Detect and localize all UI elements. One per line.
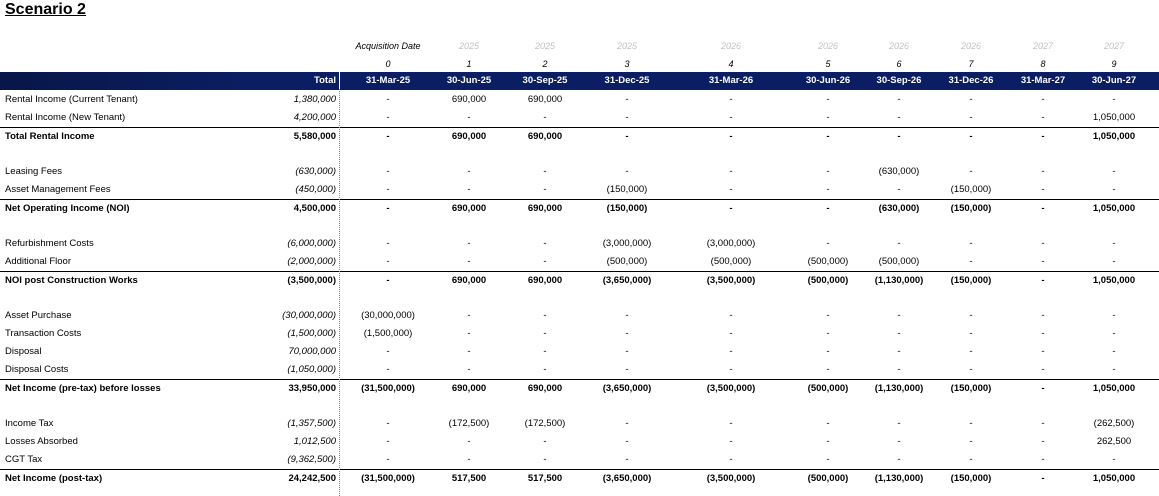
period-value: -: [969, 436, 973, 447]
period-value: -: [467, 436, 471, 447]
period-value: -: [969, 131, 973, 142]
period-value: -: [1112, 94, 1116, 105]
period-value: -: [826, 328, 830, 339]
row-total: 24,242,500: [288, 473, 336, 484]
period-value: -: [1041, 346, 1045, 357]
period-value: -: [969, 364, 973, 375]
period-value: -: [625, 94, 629, 105]
table-row: [0, 91, 1159, 109]
row-total: (3,500,000): [287, 275, 336, 286]
period-value: (150,000): [606, 203, 648, 214]
period-value: (630,000): [878, 166, 920, 177]
period-value: -: [386, 94, 390, 105]
period-value: -: [826, 238, 830, 249]
period-value: -: [386, 131, 390, 142]
table-row: [0, 451, 1159, 469]
period-value: (1,130,000): [874, 275, 924, 286]
period-value: -: [1041, 184, 1045, 195]
period-value: (3,650,000): [602, 473, 652, 484]
period-value: (3,500,000): [706, 275, 756, 286]
period-value: -: [1112, 256, 1116, 267]
period-value: (500,000): [606, 256, 648, 267]
period-value: 690,000: [527, 131, 563, 142]
period-value: 690,000: [451, 131, 487, 142]
table-row: [0, 199, 1159, 218]
period-number: 2: [542, 59, 548, 69]
period-value: (150,000): [950, 203, 992, 214]
period-value: -: [625, 364, 629, 375]
period-value: -: [1112, 364, 1116, 375]
period-value: -: [729, 94, 733, 105]
period-value: (150,000): [950, 184, 992, 195]
period-value: -: [826, 166, 830, 177]
period-value: (500,000): [807, 256, 849, 267]
period-value: -: [969, 238, 973, 249]
period-value: -: [467, 346, 471, 357]
row-total: (630,000): [295, 166, 336, 177]
acquisition-date-label: Acquisition Date: [355, 41, 421, 51]
period-value: -: [826, 346, 830, 357]
period-value: -: [543, 364, 547, 375]
row-total: 1,012,500: [293, 436, 336, 447]
table-row: [0, 433, 1159, 451]
period-value: -: [969, 310, 973, 321]
period-value: -: [386, 238, 390, 249]
period-number: 3: [624, 59, 630, 69]
table-row: [0, 235, 1159, 253]
period-value: -: [1041, 238, 1045, 249]
period-value: (630,000): [878, 203, 920, 214]
period-value: 1,050,000: [1092, 275, 1136, 286]
table-row: [0, 361, 1159, 379]
table-row: [0, 343, 1159, 361]
period-value: -: [969, 94, 973, 105]
period-value: -: [729, 184, 733, 195]
period-value: -: [1041, 454, 1045, 465]
row-label: NOI post Construction Works: [5, 275, 138, 286]
period-value: (3,000,000): [706, 238, 756, 249]
row-label: Transaction Costs: [5, 328, 82, 339]
period-value: -: [467, 112, 471, 123]
date-header: 31-Dec-25: [604, 75, 650, 86]
row-label: Rental Income (Current Tenant): [5, 94, 138, 105]
period-value: -: [386, 346, 390, 357]
period-number: 1: [466, 59, 472, 69]
period-value: -: [969, 454, 973, 465]
period-value: -: [1041, 131, 1045, 142]
date-header-bar: [0, 72, 1159, 90]
period-value: -: [826, 184, 830, 195]
period-row: [0, 55, 1159, 73]
period-value: -: [543, 454, 547, 465]
period-number: 6: [896, 59, 902, 69]
year-label: 2025: [616, 41, 638, 51]
period-value: -: [467, 256, 471, 267]
period-value: (31,500,000): [361, 473, 415, 484]
period-value: 690,000: [527, 275, 563, 286]
year-label: 2026: [817, 41, 839, 51]
period-value: -: [969, 418, 973, 429]
year-label: 2025: [534, 41, 556, 51]
period-value: -: [625, 131, 629, 142]
period-value: 517,500: [451, 473, 487, 484]
period-value: -: [543, 184, 547, 195]
period-value: -: [729, 454, 733, 465]
period-value: (1,500,000): [363, 328, 413, 339]
period-value: -: [1041, 275, 1045, 286]
table-row: [0, 415, 1159, 433]
period-value: -: [897, 238, 901, 249]
period-value: (150,000): [950, 275, 992, 286]
period-value: -: [625, 454, 629, 465]
period-value: (500,000): [807, 473, 849, 484]
period-value: 690,000: [527, 383, 563, 394]
table-row: [0, 181, 1159, 199]
year-label: 2026: [960, 41, 982, 51]
period-value: -: [969, 112, 973, 123]
period-value: -: [1041, 256, 1045, 267]
period-value: -: [625, 346, 629, 357]
date-header: 31-Dec-26: [948, 75, 994, 86]
period-value: -: [1112, 184, 1116, 195]
year-row: [0, 37, 1159, 55]
period-value: -: [1112, 166, 1116, 177]
period-value: -: [543, 346, 547, 357]
period-value: 690,000: [451, 94, 487, 105]
period-value: -: [826, 203, 830, 214]
period-value: (500,000): [807, 383, 849, 394]
table-row: [0, 253, 1159, 271]
row-label: Disposal: [5, 346, 42, 357]
row-label: Leasing Fees: [5, 166, 63, 177]
period-number: 5: [825, 59, 831, 69]
period-value: -: [467, 184, 471, 195]
row-label: Asset Purchase: [5, 310, 72, 321]
period-value: -: [386, 275, 390, 286]
period-value: -: [467, 166, 471, 177]
date-header: 30-Jun-26: [805, 75, 851, 86]
period-value: (262,500): [1093, 418, 1135, 429]
period-value: -: [729, 346, 733, 357]
period-value: (150,000): [950, 473, 992, 484]
period-value: -: [625, 166, 629, 177]
period-value: -: [826, 94, 830, 105]
period-value: -: [1041, 94, 1045, 105]
period-value: -: [897, 131, 901, 142]
row-label: Income Tax: [5, 418, 54, 429]
period-value: -: [543, 328, 547, 339]
period-value: -: [386, 256, 390, 267]
period-value: -: [1041, 473, 1045, 484]
period-value: -: [826, 454, 830, 465]
period-value: 690,000: [451, 275, 487, 286]
period-value: -: [1041, 328, 1045, 339]
table-row: [0, 163, 1159, 181]
period-value: -: [897, 454, 901, 465]
period-value: -: [625, 418, 629, 429]
period-value: 1,050,000: [1092, 203, 1136, 214]
period-value: -: [1041, 203, 1045, 214]
row-total: (450,000): [295, 184, 336, 195]
period-value: -: [543, 256, 547, 267]
period-value: -: [467, 238, 471, 249]
period-value: 262,500: [1096, 436, 1132, 447]
period-value: 1,050,000: [1092, 112, 1136, 123]
row-total: (2,000,000): [287, 256, 336, 267]
period-value: -: [897, 184, 901, 195]
period-value: -: [1112, 238, 1116, 249]
row-label: Asset Management Fees: [5, 184, 111, 195]
row-label: Net Income (pre-tax) before losses: [5, 383, 161, 394]
row-total: (1,500,000): [287, 328, 336, 339]
row-total: (1,050,000): [287, 364, 336, 375]
period-value: -: [386, 364, 390, 375]
period-value: -: [543, 310, 547, 321]
period-number: 0: [385, 59, 391, 69]
period-value: -: [1041, 310, 1045, 321]
period-value: -: [969, 256, 973, 267]
period-value: 1,050,000: [1092, 473, 1136, 484]
period-value: -: [386, 112, 390, 123]
table-row: [0, 307, 1159, 325]
table-row: [0, 127, 1159, 146]
period-value: -: [897, 310, 901, 321]
period-value: (31,500,000): [361, 383, 415, 394]
row-label: Disposal Costs: [5, 364, 69, 375]
period-value: 1,050,000: [1092, 131, 1136, 142]
date-header: 31-Mar-25: [365, 75, 411, 86]
period-value: -: [969, 346, 973, 357]
period-value: -: [1041, 436, 1045, 447]
period-value: -: [1041, 418, 1045, 429]
period-value: -: [897, 328, 901, 339]
period-value: (150,000): [606, 184, 648, 195]
period-number: 4: [728, 59, 734, 69]
date-header: 30-Sep-26: [876, 75, 922, 86]
row-label: Rental Income (New Tenant): [5, 112, 126, 123]
period-value: 690,000: [527, 94, 563, 105]
row-label: Refurbishment Costs: [5, 238, 94, 249]
row-total: 70,000,000: [288, 346, 336, 357]
year-label: 2025: [458, 41, 480, 51]
period-value: -: [625, 112, 629, 123]
row-label: Net Operating Income (NOI): [5, 203, 130, 214]
period-value: -: [386, 166, 390, 177]
table-row: [0, 109, 1159, 127]
row-total: (9,362,500): [287, 454, 336, 465]
period-value: -: [1041, 112, 1045, 123]
row-label: Net Income (post-tax): [5, 473, 103, 484]
period-value: 1,050,000: [1092, 383, 1136, 394]
period-value: -: [729, 131, 733, 142]
date-header: 30-Jun-27: [1091, 75, 1137, 86]
period-value: (1,130,000): [874, 473, 924, 484]
row-total: (6,000,000): [287, 238, 336, 249]
period-number: 7: [968, 59, 974, 69]
period-value: (3,650,000): [602, 275, 652, 286]
year-label: 2027: [1032, 41, 1054, 51]
table-row: [0, 271, 1159, 290]
period-value: 517,500: [527, 473, 563, 484]
period-value: -: [729, 112, 733, 123]
period-value: 690,000: [451, 203, 487, 214]
period-value: (3,500,000): [706, 473, 756, 484]
period-value: -: [969, 328, 973, 339]
table-row: [0, 325, 1159, 343]
year-label: 2027: [1103, 41, 1125, 51]
period-value: -: [729, 436, 733, 447]
period-value: -: [729, 203, 733, 214]
period-value: (3,500,000): [706, 383, 756, 394]
period-value: (3,000,000): [602, 238, 652, 249]
date-header: 30-Jun-25: [446, 75, 492, 86]
period-value: -: [1112, 346, 1116, 357]
row-total: (1,357,500): [287, 418, 336, 429]
period-value: -: [1041, 166, 1045, 177]
period-value: -: [386, 184, 390, 195]
period-value: (30,000,000): [361, 310, 415, 321]
period-value: -: [467, 454, 471, 465]
page-title: Scenario 2: [5, 1, 86, 18]
period-value: -: [1112, 454, 1116, 465]
period-value: (172,500): [524, 418, 566, 429]
period-value: -: [386, 436, 390, 447]
period-value: -: [467, 328, 471, 339]
period-value: -: [625, 310, 629, 321]
table-row: [0, 469, 1159, 488]
period-value: -: [826, 131, 830, 142]
date-header: 31-Mar-27: [1020, 75, 1066, 86]
period-value: -: [543, 112, 547, 123]
total-header: Total: [314, 75, 336, 86]
year-label: 2026: [720, 41, 742, 51]
date-header: 30-Sep-25: [522, 75, 568, 86]
period-value: (150,000): [950, 383, 992, 394]
period-value: -: [386, 454, 390, 465]
row-total: 4,500,000: [293, 203, 336, 214]
row-total: 5,580,000: [293, 131, 336, 142]
row-label: CGT Tax: [5, 454, 43, 465]
period-value: -: [543, 436, 547, 447]
period-value: -: [826, 112, 830, 123]
period-value: -: [1041, 364, 1045, 375]
row-total: 4,200,000: [293, 112, 336, 123]
period-value: -: [897, 436, 901, 447]
period-value: -: [1041, 383, 1045, 394]
period-value: -: [1112, 310, 1116, 321]
period-value: -: [826, 436, 830, 447]
period-value: -: [543, 238, 547, 249]
row-total: (30,000,000): [282, 310, 336, 321]
period-value: 690,000: [527, 203, 563, 214]
period-value: (172,500): [448, 418, 490, 429]
period-value: -: [826, 364, 830, 375]
row-label: Total Rental Income: [5, 131, 95, 142]
period-value: -: [1112, 328, 1116, 339]
header-label-area: [0, 72, 252, 90]
period-value: -: [386, 203, 390, 214]
row-total: 33,950,000: [288, 383, 336, 394]
year-label: 2026: [888, 41, 910, 51]
period-value: -: [386, 418, 390, 429]
table-row: [0, 379, 1159, 398]
period-value: -: [897, 418, 901, 429]
period-value: -: [729, 364, 733, 375]
period-number: 8: [1040, 59, 1046, 69]
period-value: (1,130,000): [874, 383, 924, 394]
total-column-divider: [339, 89, 340, 496]
row-label: Losses Absorbed: [5, 436, 78, 447]
period-value: -: [467, 364, 471, 375]
period-value: -: [826, 310, 830, 321]
row-label: Additional Floor: [5, 256, 72, 267]
period-value: 690,000: [451, 383, 487, 394]
period-value: -: [897, 112, 901, 123]
period-value: -: [826, 418, 830, 429]
period-value: -: [729, 328, 733, 339]
period-value: -: [897, 94, 901, 105]
period-value: -: [729, 418, 733, 429]
period-value: -: [969, 166, 973, 177]
header-separator: [339, 72, 340, 90]
date-header: 31-Mar-26: [708, 75, 754, 86]
period-value: (500,000): [878, 256, 920, 267]
row-total: 1,380,000: [293, 94, 336, 105]
period-value: -: [543, 166, 547, 177]
period-value: -: [467, 310, 471, 321]
period-value: -: [625, 328, 629, 339]
period-value: -: [729, 166, 733, 177]
period-value: (500,000): [710, 256, 752, 267]
period-value: -: [729, 310, 733, 321]
period-value: -: [897, 346, 901, 357]
period-value: -: [897, 364, 901, 375]
period-value: -: [625, 436, 629, 447]
period-number: 9: [1111, 59, 1117, 69]
period-value: (3,650,000): [602, 383, 652, 394]
period-value: (500,000): [807, 275, 849, 286]
